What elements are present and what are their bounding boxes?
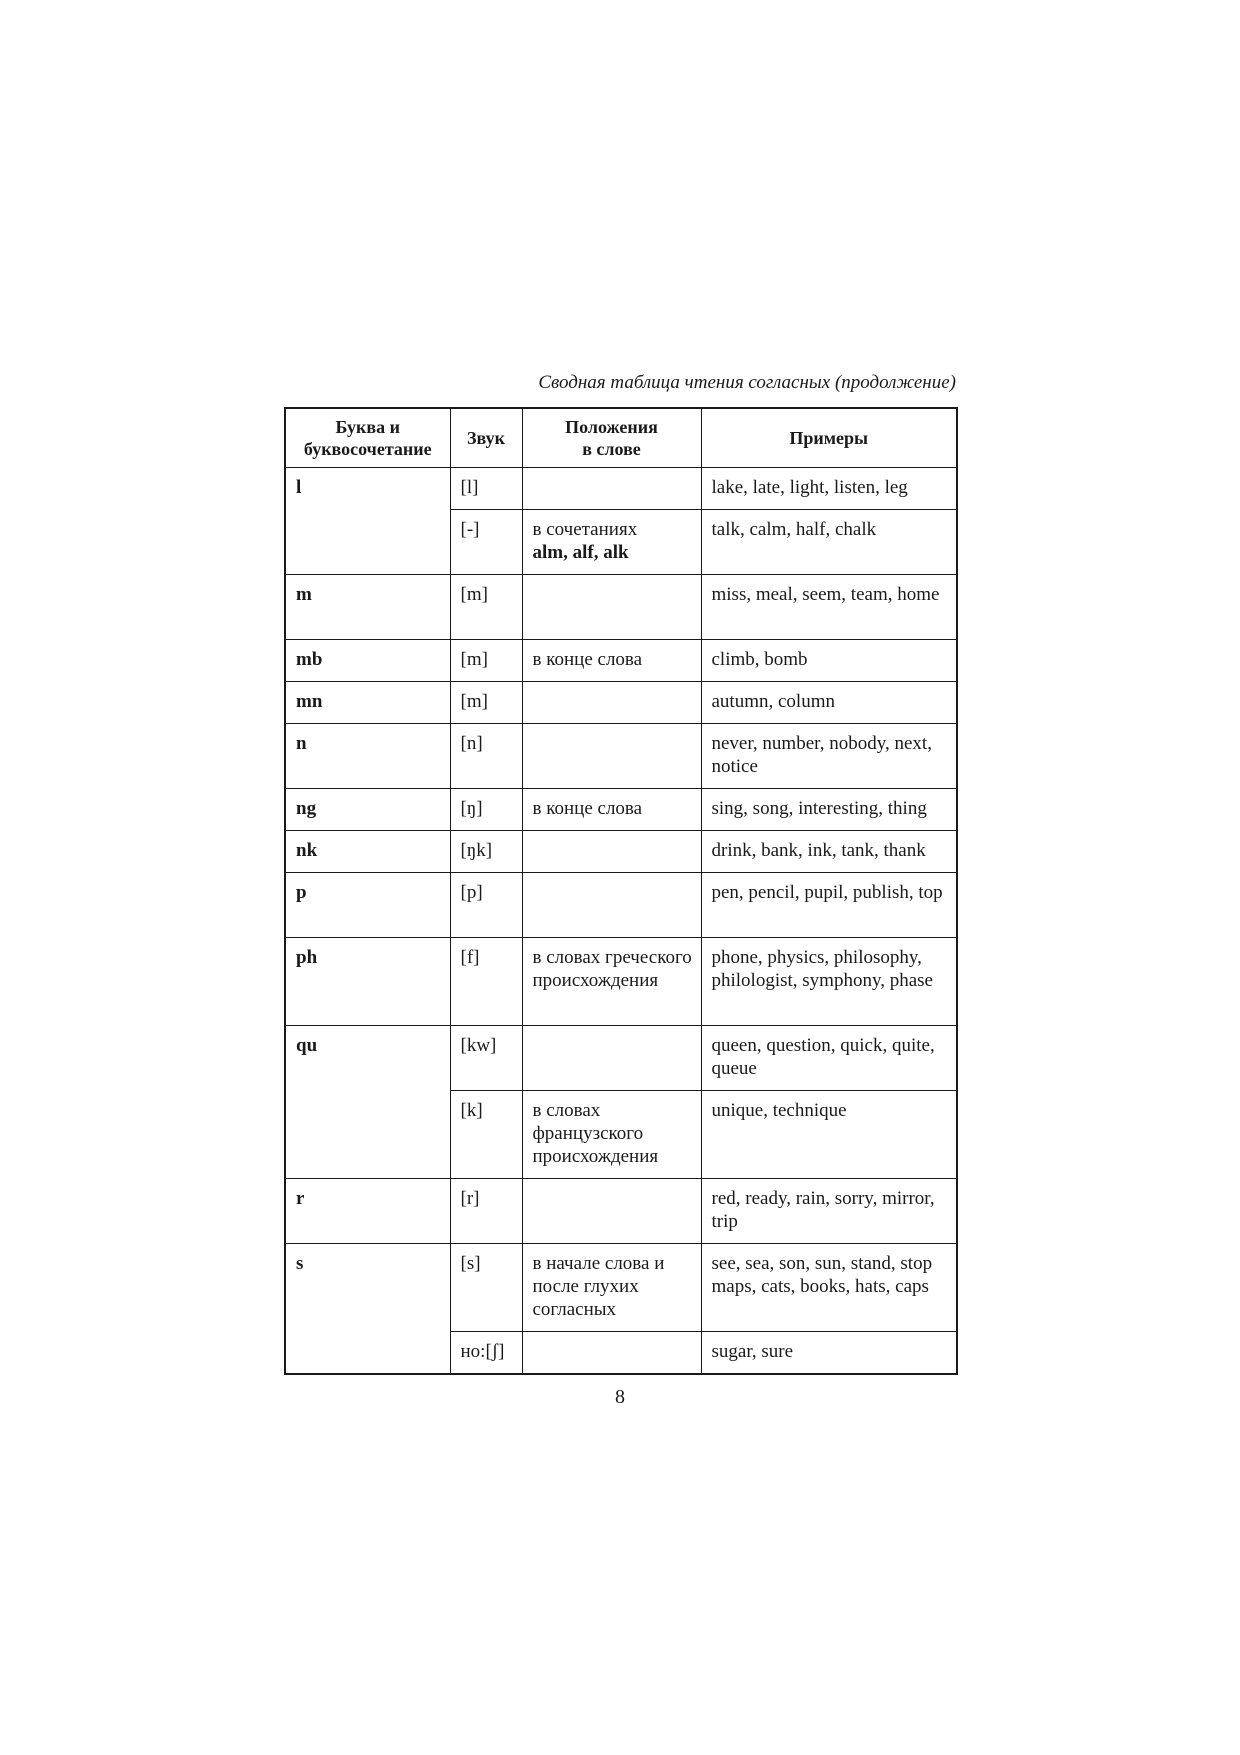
table-row bbox=[285, 1179, 957, 1244]
cell-letter: mn bbox=[285, 682, 450, 724]
table-row bbox=[285, 682, 957, 724]
header-sound: Звук bbox=[450, 408, 522, 468]
table-row bbox=[285, 1026, 957, 1091]
cell-letter: m bbox=[285, 575, 450, 640]
cell-sound: [m] bbox=[450, 640, 522, 682]
cell-sound: [ŋk] bbox=[450, 831, 522, 873]
consonant-reading-table bbox=[284, 407, 958, 1375]
cell-letter: p bbox=[285, 873, 450, 938]
cell-letter: qu bbox=[285, 1026, 450, 1179]
header-examples: Примеры bbox=[701, 408, 957, 468]
cell-position bbox=[522, 682, 701, 724]
table-row bbox=[285, 831, 957, 873]
cell-letter: mb bbox=[285, 640, 450, 682]
cell-position bbox=[522, 468, 701, 510]
cell-sound: [-] bbox=[450, 510, 522, 575]
cell-letter: n bbox=[285, 724, 450, 789]
cell-sound: [k] bbox=[450, 1091, 522, 1179]
table-caption: Сводная таблица чтения согласных (продолжение) bbox=[538, 372, 956, 393]
cell-position bbox=[522, 1026, 701, 1091]
table-row bbox=[285, 873, 957, 938]
cell-position: в словах французского происхождения bbox=[522, 1091, 701, 1179]
cell-letter: ph bbox=[285, 938, 450, 1026]
cell-examples: sing, song, interesting, thing bbox=[701, 789, 957, 831]
cell-sound: [f] bbox=[450, 938, 522, 1026]
table-row bbox=[285, 468, 957, 510]
cell-position: в словах греческого происхождения bbox=[522, 938, 701, 1026]
cell-examples: miss, meal, seem, team, home bbox=[701, 575, 957, 640]
cell-position: в конце слова bbox=[522, 640, 701, 682]
cell-letter: nk bbox=[285, 831, 450, 873]
cell-sound: [m] bbox=[450, 575, 522, 640]
table-row bbox=[285, 575, 957, 640]
cell-examples: climb, bomb bbox=[701, 640, 957, 682]
cell-examples: talk, calm, half, chalk bbox=[701, 510, 957, 575]
header-position: Положения в слове bbox=[522, 408, 701, 468]
table-row bbox=[285, 938, 957, 1026]
cell-letter: s bbox=[285, 1244, 450, 1375]
table-row bbox=[285, 724, 957, 789]
cell-sound: [n] bbox=[450, 724, 522, 789]
cell-sound: [m] bbox=[450, 682, 522, 724]
cell-examples: never, number, nobody, next, notice bbox=[701, 724, 957, 789]
cell-position bbox=[522, 1332, 701, 1375]
cell-letter: l bbox=[285, 468, 450, 575]
header-letter: Буква и буквосочетание bbox=[285, 408, 450, 468]
table-header-row bbox=[285, 408, 957, 468]
cell-letter: ng bbox=[285, 789, 450, 831]
cell-examples: phone, physics, philosophy, philologist, symphony, phase bbox=[701, 938, 957, 1026]
cell-position: в конце слова bbox=[522, 789, 701, 831]
position-combinations: alm, alf, alk bbox=[532, 542, 629, 563]
cell-examples: lake, late, light, listen, leg bbox=[701, 468, 957, 510]
cell-sound: [p] bbox=[450, 873, 522, 938]
cell-examples: sugar, sure bbox=[701, 1332, 957, 1375]
cell-examples: pen, pencil, pupil, publish, top bbox=[701, 873, 957, 938]
cell-examples: unique, technique bbox=[701, 1091, 957, 1179]
cell-examples: queen, question, quick, quite, queue bbox=[701, 1026, 957, 1091]
cell-position bbox=[522, 1179, 701, 1244]
cell-sound: но:[ʃ] bbox=[450, 1332, 522, 1375]
position-text: в сочетаниях bbox=[532, 519, 638, 540]
page-number: 8 bbox=[615, 1386, 625, 1408]
cell-examples: autumn, column bbox=[701, 682, 957, 724]
table-row bbox=[285, 640, 957, 682]
cell-sound: [ŋ] bbox=[450, 789, 522, 831]
cell-sound: [l] bbox=[450, 468, 522, 510]
cell-examples: drink, bank, ink, tank, thank bbox=[701, 831, 957, 873]
table-row bbox=[285, 1244, 957, 1332]
cell-sound: [r] bbox=[450, 1179, 522, 1244]
cell-position bbox=[522, 575, 701, 640]
table-row bbox=[285, 789, 957, 831]
cell-sound: [kw] bbox=[450, 1026, 522, 1091]
cell-position: в начале слова и после глухих согласных bbox=[522, 1244, 701, 1332]
cell-sound: [s] bbox=[450, 1244, 522, 1332]
cell-position bbox=[522, 831, 701, 873]
cell-position bbox=[522, 873, 701, 938]
cell-position bbox=[522, 724, 701, 789]
cell-examples: see, sea, son, sun, stand, stop maps, cats, books, hats, caps bbox=[701, 1244, 957, 1332]
cell-position bbox=[522, 510, 701, 575]
cell-examples: red, ready, rain, sorry, mirror, trip bbox=[701, 1179, 957, 1244]
cell-letter: r bbox=[285, 1179, 450, 1244]
